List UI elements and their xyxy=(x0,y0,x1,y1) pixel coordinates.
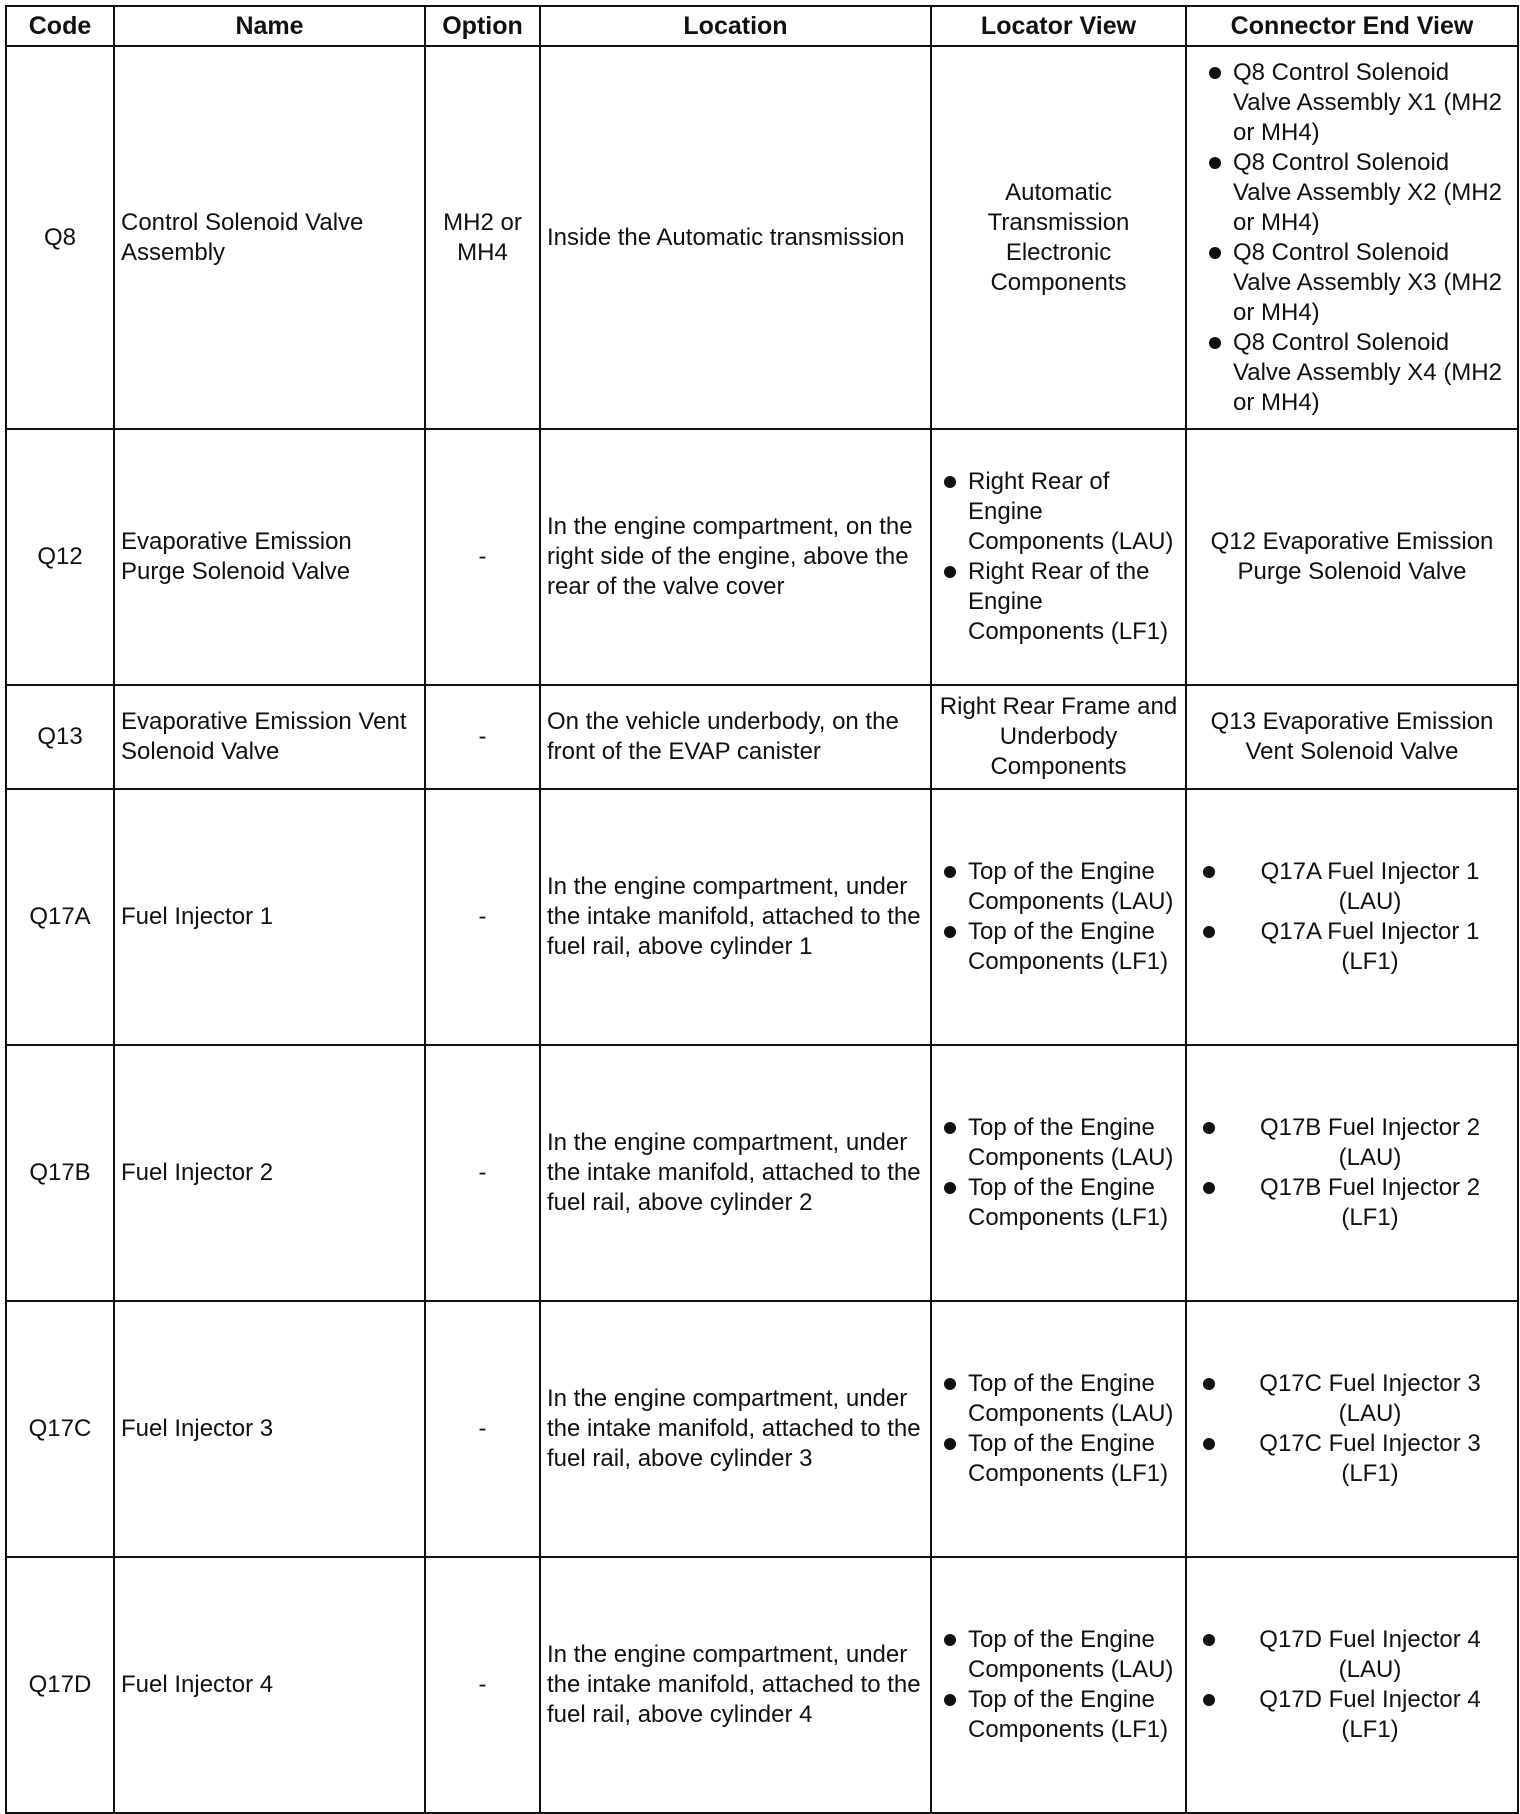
component-locator-table xyxy=(5,5,1519,1814)
name-cell: Evaporative Emission Purge Solenoid Valve xyxy=(114,429,425,685)
locator-view-cell xyxy=(931,1301,1186,1557)
option-cell: - xyxy=(425,429,540,685)
name-cell: Fuel Injector 2 xyxy=(114,1045,425,1301)
code-cell: Q12 xyxy=(6,429,114,685)
locator-list xyxy=(938,1625,1179,1745)
locator-view-cell xyxy=(931,789,1186,1045)
list-item: Right Rear of the Engine Components (LF1) xyxy=(938,557,1179,647)
code-cell: Q17C xyxy=(6,1301,114,1557)
list-item: Q8 Control Solenoid Valve Assembly X2 (MH2 or MH4) xyxy=(1193,148,1511,238)
header-location: Location xyxy=(540,6,931,46)
table-row xyxy=(6,789,1518,1045)
location-cell: In the engine compartment, under the intake manifold, attached to the fuel rail, above cylinder 2 xyxy=(540,1045,931,1301)
locator-list xyxy=(938,857,1179,977)
connector-end-view-cell xyxy=(1186,789,1518,1045)
list-item: Q17A Fuel Injector 1 (LF1) xyxy=(1193,917,1511,977)
name-cell: Fuel Injector 3 xyxy=(114,1301,425,1557)
list-item: Top of the Engine Components (LF1) xyxy=(938,1685,1179,1745)
list-item: Q17D Fuel Injector 4 (LAU) xyxy=(1193,1625,1511,1685)
list-item: Top of the Engine Components (LAU) xyxy=(938,1625,1179,1685)
list-item: Top of the Engine Components (LF1) xyxy=(938,917,1179,977)
locator-list xyxy=(938,1369,1179,1489)
option-cell: - xyxy=(425,685,540,789)
code-cell: Q17A xyxy=(6,789,114,1045)
location-cell: Inside the Automatic transmission xyxy=(540,46,931,429)
connector-list xyxy=(1193,1113,1511,1233)
list-item: Top of the Engine Components (LAU) xyxy=(938,1369,1179,1429)
location-cell: In the engine compartment, under the intake manifold, attached to the fuel rail, above cylinder 3 xyxy=(540,1301,931,1557)
option-cell: - xyxy=(425,1557,540,1813)
connector-end-view-cell: Q12 Evaporative Emission Purge Solenoid Valve xyxy=(1186,429,1518,685)
location-cell: In the engine compartment, under the intake manifold, attached to the fuel rail, above cylinder 4 xyxy=(540,1557,931,1813)
table-row xyxy=(6,1557,1518,1813)
list-item: Q8 Control Solenoid Valve Assembly X4 (MH2 or MH4) xyxy=(1193,328,1511,418)
list-item: Q17C Fuel Injector 3 (LAU) xyxy=(1193,1369,1511,1429)
locator-view-cell: Right Rear Frame and Underbody Components xyxy=(931,685,1186,789)
locator-view-cell xyxy=(931,429,1186,685)
table-row xyxy=(6,685,1518,789)
list-item: Right Rear of Engine Components (LAU) xyxy=(938,467,1179,557)
table-row xyxy=(6,1045,1518,1301)
header-option: Option xyxy=(425,6,540,46)
header-name: Name xyxy=(114,6,425,46)
code-cell: Q8 xyxy=(6,46,114,429)
locator-view-cell: Automatic Transmission Electronic Components xyxy=(931,46,1186,429)
list-item: Q17B Fuel Injector 2 (LF1) xyxy=(1193,1173,1511,1233)
header-connector-end-view: Connector End View xyxy=(1186,6,1518,46)
list-item: Top of the Engine Components (LF1) xyxy=(938,1429,1179,1489)
name-cell: Control Solenoid Valve Assembly xyxy=(114,46,425,429)
code-cell: Q17B xyxy=(6,1045,114,1301)
location-cell: In the engine compartment, under the intake manifold, attached to the fuel rail, above cylinder 1 xyxy=(540,789,931,1045)
location-cell: On the vehicle underbody, on the front of the EVAP canister xyxy=(540,685,931,789)
header-row xyxy=(6,6,1518,46)
component-table-sheet xyxy=(5,5,1517,1814)
option-cell: - xyxy=(425,1045,540,1301)
header-code: Code xyxy=(6,6,114,46)
locator-view-cell xyxy=(931,1557,1186,1813)
list-item: Top of the Engine Components (LAU) xyxy=(938,1113,1179,1173)
connector-list xyxy=(1193,1625,1511,1745)
table-row xyxy=(6,46,1518,429)
locator-list xyxy=(938,467,1179,647)
connector-list xyxy=(1193,1369,1511,1489)
connector-end-view-cell xyxy=(1186,46,1518,429)
list-item: Q8 Control Solenoid Valve Assembly X1 (MH2 or MH4) xyxy=(1193,58,1511,148)
list-item: Q17A Fuel Injector 1 (LAU) xyxy=(1193,857,1511,917)
option-cell: - xyxy=(425,789,540,1045)
list-item: Q17C Fuel Injector 3 (LF1) xyxy=(1193,1429,1511,1489)
name-cell: Fuel Injector 4 xyxy=(114,1557,425,1813)
location-cell: In the engine compartment, on the right side of the engine, above the rear of the valve cover xyxy=(540,429,931,685)
name-cell: Fuel Injector 1 xyxy=(114,789,425,1045)
connector-list xyxy=(1193,857,1511,977)
connector-list xyxy=(1193,58,1511,418)
connector-end-view-cell xyxy=(1186,1301,1518,1557)
header-locator-view: Locator View xyxy=(931,6,1186,46)
list-item: Top of the Engine Components (LF1) xyxy=(938,1173,1179,1233)
name-cell: Evaporative Emission Vent Solenoid Valve xyxy=(114,685,425,789)
code-cell: Q17D xyxy=(6,1557,114,1813)
locator-view-cell xyxy=(931,1045,1186,1301)
locator-list xyxy=(938,1113,1179,1233)
list-item: Q8 Control Solenoid Valve Assembly X3 (MH2 or MH4) xyxy=(1193,238,1511,328)
connector-end-view-cell xyxy=(1186,1557,1518,1813)
list-item: Top of the Engine Components (LAU) xyxy=(938,857,1179,917)
option-cell: - xyxy=(425,1301,540,1557)
table-row xyxy=(6,1301,1518,1557)
connector-end-view-cell: Q13 Evaporative Emission Vent Solenoid Valve xyxy=(1186,685,1518,789)
list-item: Q17B Fuel Injector 2 (LAU) xyxy=(1193,1113,1511,1173)
table-row xyxy=(6,429,1518,685)
connector-end-view-cell xyxy=(1186,1045,1518,1301)
option-cell: MH2 or MH4 xyxy=(425,46,540,429)
list-item: Q17D Fuel Injector 4 (LF1) xyxy=(1193,1685,1511,1745)
code-cell: Q13 xyxy=(6,685,114,789)
